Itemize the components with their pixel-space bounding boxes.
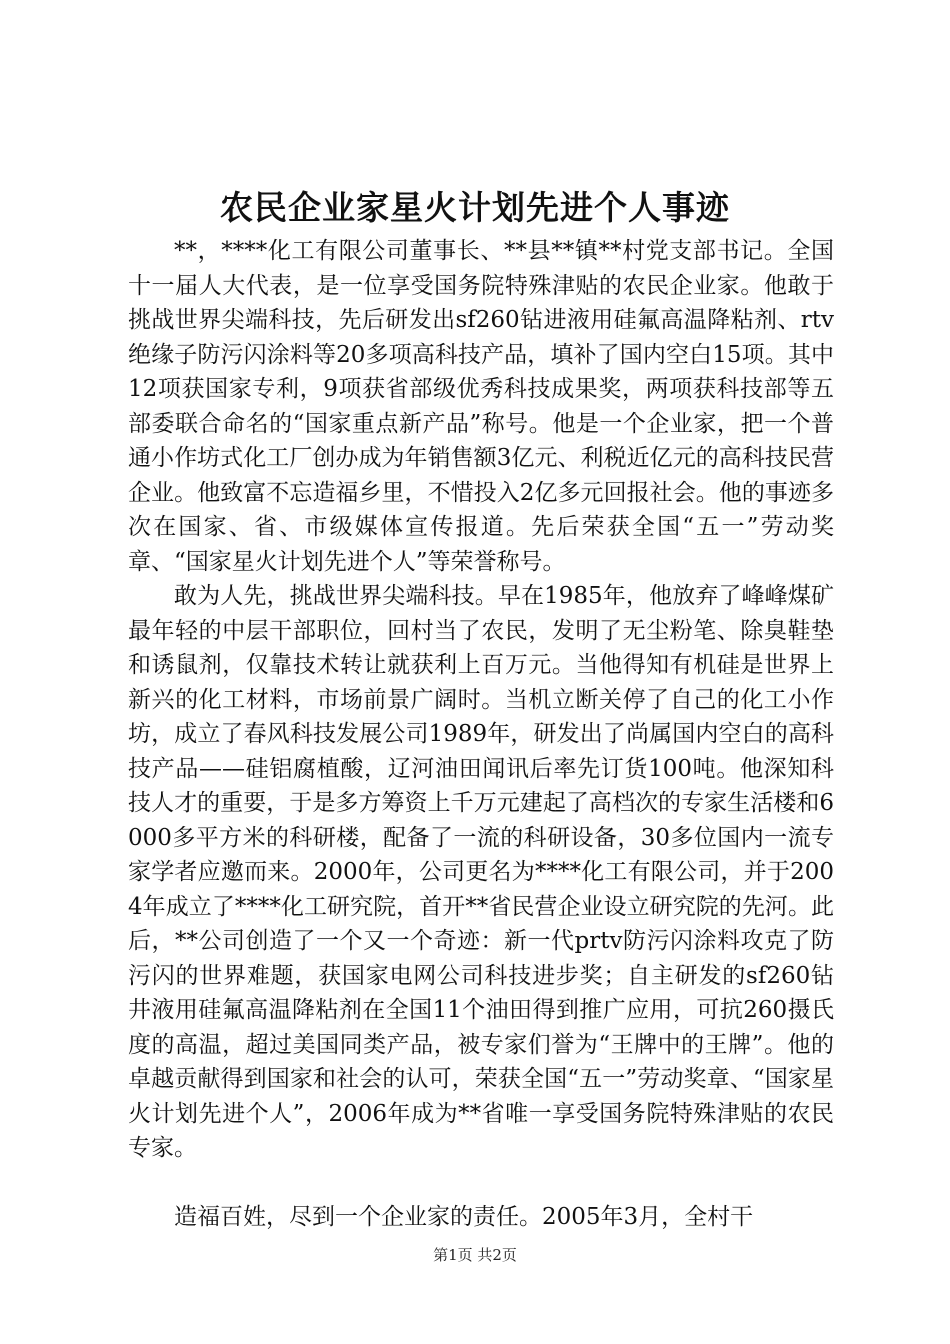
paragraph-intro: **，****化工有限公司董事长、**县**镇**村党支部书记。全国十一届人大代表，是一位享受国务院特殊津贴的农民企业家。他敢于挑战世界尖端科技，先后研发出sf260钻进液用硅氟高温降粘剂、rtv绝缘子防污闪涂料等20多项高科技产品，填补了国内空白15项。其中12项获国家专利，9项获省部级优秀科技成果奖，两项获科技部等五部委联合命名的“国家重点新产品”称号。他是一个企业家，把一个普通小作坊式化工厂创办成为年销售额3亿元、利税近亿元的高科技民营企业。他致富不忘造福乡里，不惜投入2亿多元回报社会。他的事迹多次在国家、省、市级媒体宣传报道。先后荣获全国“五一”劳动奖章、“国家星火计划先进个人”等荣誉称号。 <box>128 238 834 575</box>
document-body <box>128 234 834 1234</box>
paragraph-benefit: 造福百姓，尽到一个企业家的责任。2005年3月，全村干 <box>174 1203 754 1230</box>
page-footer: 第1页 共2页 <box>433 1246 517 1264</box>
paragraph-innovation: 敢为人先，挑战世界尖端科技。早在1985年，他放弃了峰峰煤矿最年轻的中层干部职位，回村当了农民，发明了无尘粉笔、除臭鞋垫和诱鼠剂，仅靠技术转让就获利上百万元。当他得知有机硅是世界上新兴的化工材料，市场前景广阔时。当机立断关停了自己的化工小作坊，成立了春风科技发展公司1989年，研发出了尚属国内空白的高科技产品——硅铝腐植酸，辽河油田闻讯后率先订货100吨。他深知科技人才的重要，于是多方筹资上千万元建起了高档次的专家生活楼和6000多平方米的科研楼，配备了一流的科研设备，30多位国内一流专家学者应邀而来。2000年，公司更名为****化工有限公司，并于2004年成立了****化工研究院，首开**省民营企业设立研究院的先河。此后，**公司创造了一个又一个奇迹：新一代prtv防污闪涂料攻克了防污闪的世界难题，获国家电网公司科技进步奖；自主研发的sf260钻井液用硅氟高温降粘剂在全国11个油田得到推广应用，可抗260摄氏度的高温，超过美国同类产品，被专家们誉为“王牌中的王牌”。他的卓越贡献得到国家和社会的认可，荣获全国“五一”劳动奖章、“国家星火计划先进个人”，2006年成为**省唯一享受国务院特殊津贴的农民专家。 <box>128 583 834 1161</box>
document-title: 农民企业家星火计划先进个人事迹 <box>220 188 730 227</box>
